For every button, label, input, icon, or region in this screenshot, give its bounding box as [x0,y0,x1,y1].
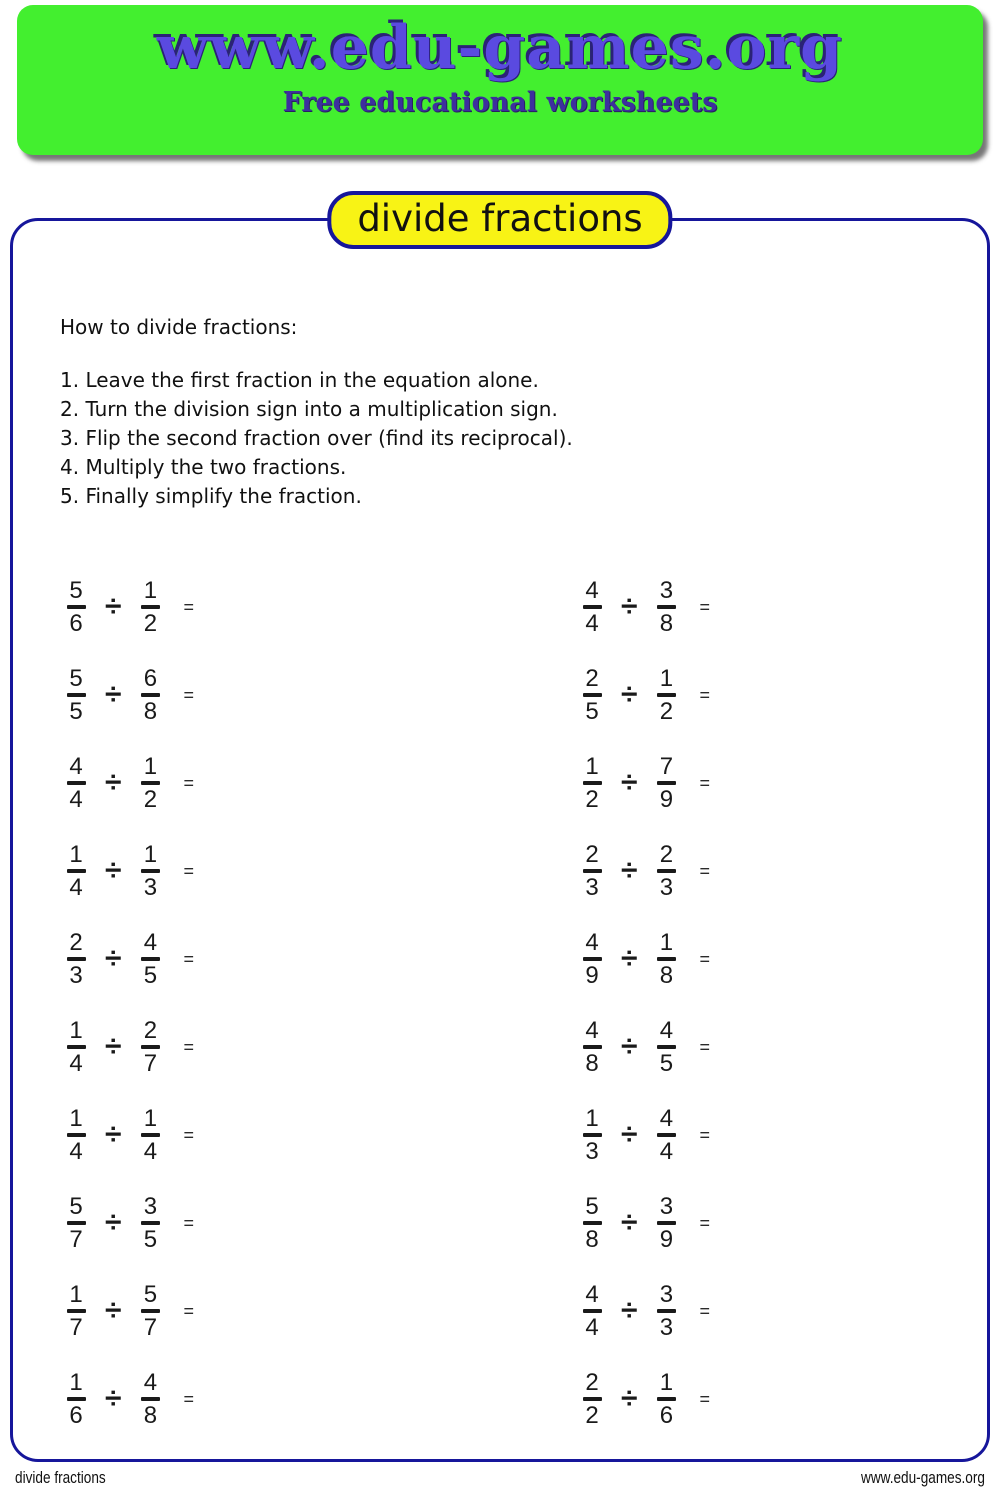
first-denominator: 8 [585,1226,599,1253]
divide-sign: ÷ [105,1118,122,1151]
first-numerator: 5 [69,665,83,692]
divide-sign: ÷ [105,1294,122,1327]
fraction-bar [657,605,676,609]
fraction-bar [141,1045,160,1049]
divide-sign: ÷ [621,854,638,887]
instruction-step-2: 2. Turn the division sign into a multiplication sign. [60,397,558,421]
first-numerator: 1 [69,1105,83,1132]
second-denominator: 3 [659,874,674,901]
fraction-bar [67,693,86,697]
second-fraction [131,1018,169,1076]
second-numerator: 5 [143,1281,158,1308]
instruction-step-4: 4. Multiply the two fractions. [60,455,347,479]
divide-sign: ÷ [621,1030,638,1063]
fraction-bar [657,781,676,785]
first-numerator: 2 [585,1369,599,1396]
division-problem [573,739,710,827]
equals-sign: = [183,596,194,617]
divide-sign: ÷ [105,854,122,887]
first-denominator: 2 [585,1402,599,1429]
second-denominator: 4 [659,1138,674,1165]
second-denominator: 4 [143,1138,158,1165]
divide-sign: ÷ [621,1118,638,1151]
second-numerator: 7 [659,753,674,780]
fraction-bar [583,693,602,697]
first-denominator: 4 [585,1314,599,1341]
second-numerator: 1 [659,665,674,692]
second-denominator: 5 [659,1050,674,1077]
first-denominator: 6 [69,610,83,637]
second-denominator: 2 [143,786,158,813]
second-denominator: 8 [143,1402,158,1429]
fraction-bar [141,605,160,609]
second-fraction [647,842,685,900]
fraction-bar [583,869,602,873]
second-fraction [647,1282,685,1340]
division-problem [573,1267,710,1355]
fraction-bar [141,957,160,961]
first-numerator: 4 [585,1017,599,1044]
first-numerator: 5 [69,577,83,604]
first-numerator: 2 [69,929,83,956]
division-problem [573,915,710,1003]
second-fraction [647,1018,685,1076]
first-denominator: 2 [585,786,599,813]
worksheet-title: divide fractions [327,191,672,249]
equals-sign: = [699,684,710,705]
first-fraction [573,842,611,900]
divide-sign: ÷ [105,590,122,623]
second-denominator: 7 [143,1050,158,1077]
fraction-bar [657,1045,676,1049]
equals-sign: = [699,860,710,881]
equals-sign: = [183,772,194,793]
first-denominator: 4 [69,1138,83,1165]
first-denominator: 4 [585,610,599,637]
second-numerator: 1 [143,841,158,868]
first-numerator: 1 [585,753,599,780]
divide-sign: ÷ [621,766,638,799]
first-denominator: 4 [69,786,83,813]
second-fraction [647,578,685,636]
divide-sign: ÷ [621,1294,638,1327]
first-denominator: 5 [69,698,83,725]
second-denominator: 6 [659,1402,674,1429]
second-fraction [131,1194,169,1252]
first-numerator: 4 [69,753,83,780]
first-denominator: 4 [69,874,83,901]
problems-column-right [573,563,710,1443]
equals-sign: = [183,1212,194,1233]
fraction-bar [67,1133,86,1137]
first-denominator: 7 [69,1314,83,1341]
footer-worksheet-name: divide fractions [15,1468,106,1487]
division-problem [573,1355,710,1443]
second-numerator: 3 [659,1281,674,1308]
site-subtitle: Free educational worksheets [282,87,718,118]
second-fraction [131,578,169,636]
equals-sign: = [699,948,710,969]
fraction-bar [583,1397,602,1401]
fraction-bar [67,1309,86,1313]
first-numerator: 1 [69,1369,83,1396]
first-fraction [573,1282,611,1340]
fraction-bar [141,1221,160,1225]
first-fraction [57,1194,95,1252]
equals-sign: = [699,1388,710,1409]
second-fraction [647,930,685,988]
second-numerator: 3 [659,577,674,604]
fraction-bar [657,1309,676,1313]
second-fraction [647,754,685,812]
second-fraction [131,1282,169,1340]
second-numerator: 2 [143,1017,158,1044]
division-problem [573,1091,710,1179]
fraction-bar [583,605,602,609]
first-fraction [573,930,611,988]
fraction-bar [67,957,86,961]
first-denominator: 6 [69,1402,83,1429]
fraction-bar [141,1397,160,1401]
second-fraction [647,1370,685,1428]
first-numerator: 2 [585,841,599,868]
divide-sign: ÷ [621,678,638,711]
worksheet-frame [10,197,990,1462]
first-denominator: 7 [69,1226,83,1253]
first-fraction [57,578,95,636]
fraction-bar [67,869,86,873]
division-problem [573,1003,710,1091]
first-fraction [57,930,95,988]
fraction-bar [67,1045,86,1049]
fraction-bar [141,869,160,873]
fraction-bar [141,781,160,785]
first-fraction [573,666,611,724]
divide-sign: ÷ [105,1030,122,1063]
site-title: www.edu-games.org [156,13,844,83]
fraction-bar [67,781,86,785]
equals-sign: = [699,1300,710,1321]
fraction-bar [657,957,676,961]
division-problem [57,739,194,827]
second-denominator: 2 [143,610,158,637]
first-numerator: 5 [69,1193,83,1220]
fraction-bar [141,1309,160,1313]
equals-sign: = [699,1212,710,1233]
divide-sign: ÷ [105,678,122,711]
divide-sign: ÷ [105,766,122,799]
second-numerator: 4 [143,1369,158,1396]
first-numerator: 4 [585,577,599,604]
first-numerator: 5 [585,1193,599,1220]
fraction-bar [67,605,86,609]
footer-site-url: www.edu-games.org [861,1468,985,1487]
division-problem [57,1091,194,1179]
first-denominator: 9 [585,962,599,989]
first-fraction [57,1106,95,1164]
fraction-bar [583,781,602,785]
second-denominator: 5 [143,962,158,989]
divide-sign: ÷ [105,1382,122,1415]
instructions-block [60,315,573,511]
division-problem [57,915,194,1003]
first-fraction [573,1106,611,1164]
second-denominator: 3 [143,874,158,901]
first-numerator: 4 [585,1281,599,1308]
fraction-bar [583,1133,602,1137]
instructions-heading: How to divide fractions: [60,315,298,339]
fraction-bar [657,693,676,697]
first-fraction [57,754,95,812]
fraction-bar [657,1133,676,1137]
second-denominator: 7 [143,1314,158,1341]
instruction-step-5: 5. Finally simplify the fraction. [60,484,362,508]
division-problem [57,563,194,651]
divide-sign: ÷ [105,942,122,975]
equals-sign: = [183,1036,194,1057]
divide-sign: ÷ [105,1206,122,1239]
second-denominator: 9 [659,1226,674,1253]
first-fraction [573,1018,611,1076]
second-fraction [647,1106,685,1164]
equals-sign: = [699,1124,710,1145]
second-fraction [647,666,685,724]
division-problem [57,1179,194,1267]
second-numerator: 2 [659,841,674,868]
first-fraction [57,1018,95,1076]
first-fraction [573,1370,611,1428]
second-numerator: 3 [659,1193,674,1220]
second-denominator: 2 [659,698,674,725]
second-denominator: 8 [659,610,674,637]
second-numerator: 6 [143,665,158,692]
division-problem [573,563,710,651]
fraction-bar [67,1397,86,1401]
divide-sign: ÷ [621,1382,638,1415]
instruction-step-3: 3. Flip the second fraction over (find its reciprocal). [60,426,573,450]
divide-sign: ÷ [621,590,638,623]
second-fraction [131,1370,169,1428]
first-denominator: 4 [69,1050,83,1077]
first-fraction [573,1194,611,1252]
equals-sign: = [699,1036,710,1057]
second-fraction [131,1106,169,1164]
second-fraction [647,1194,685,1252]
second-denominator: 5 [143,1226,158,1253]
first-numerator: 1 [69,841,83,868]
fraction-bar [657,1221,676,1225]
second-numerator: 1 [143,1105,158,1132]
instruction-step-1: 1. Leave the first fraction in the equation alone. [60,368,539,392]
second-numerator: 3 [143,1193,158,1220]
second-numerator: 4 [143,929,158,956]
first-fraction [57,666,95,724]
first-fraction [57,1282,95,1340]
equals-sign: = [183,1388,194,1409]
equals-sign: = [183,860,194,881]
second-denominator: 8 [143,698,158,725]
fraction-bar [583,1045,602,1049]
divide-sign: ÷ [621,1206,638,1239]
equals-sign: = [699,596,710,617]
second-numerator: 1 [143,753,158,780]
fraction-bar [657,869,676,873]
second-numerator: 4 [659,1017,674,1044]
equals-sign: = [699,772,710,793]
divide-sign: ÷ [621,942,638,975]
first-denominator: 3 [69,962,83,989]
equals-sign: = [183,1300,194,1321]
first-fraction [57,1370,95,1428]
fraction-bar [583,1221,602,1225]
problems-column-left [57,563,194,1443]
first-fraction [57,842,95,900]
equals-sign: = [183,1124,194,1145]
second-fraction [131,930,169,988]
second-denominator: 9 [659,786,674,813]
second-numerator: 1 [659,929,674,956]
site-banner [17,5,983,155]
division-problem [573,651,710,739]
division-problem [57,1355,194,1443]
division-problem [573,1179,710,1267]
second-denominator: 8 [659,962,674,989]
division-problem [57,1003,194,1091]
second-fraction [131,842,169,900]
fraction-bar [141,693,160,697]
fraction-bar [583,957,602,961]
division-problem [57,827,194,915]
first-denominator: 3 [585,874,599,901]
first-numerator: 1 [69,1017,83,1044]
division-problem [573,827,710,915]
first-denominator: 8 [585,1050,599,1077]
first-denominator: 5 [585,698,599,725]
fraction-bar [657,1397,676,1401]
first-fraction [573,754,611,812]
fraction-bar [141,1133,160,1137]
first-numerator: 4 [585,929,599,956]
first-fraction [573,578,611,636]
division-problem [57,651,194,739]
equals-sign: = [183,684,194,705]
second-numerator: 4 [659,1105,674,1132]
second-denominator: 3 [659,1314,674,1341]
equals-sign: = [183,948,194,969]
second-fraction [131,666,169,724]
fraction-bar [583,1309,602,1313]
second-numerator: 1 [143,577,158,604]
first-numerator: 2 [585,665,599,692]
second-fraction [131,754,169,812]
second-numerator: 1 [659,1369,674,1396]
fraction-bar [67,1221,86,1225]
first-denominator: 3 [585,1138,599,1165]
first-numerator: 1 [69,1281,83,1308]
division-problem [57,1267,194,1355]
first-numerator: 1 [585,1105,599,1132]
